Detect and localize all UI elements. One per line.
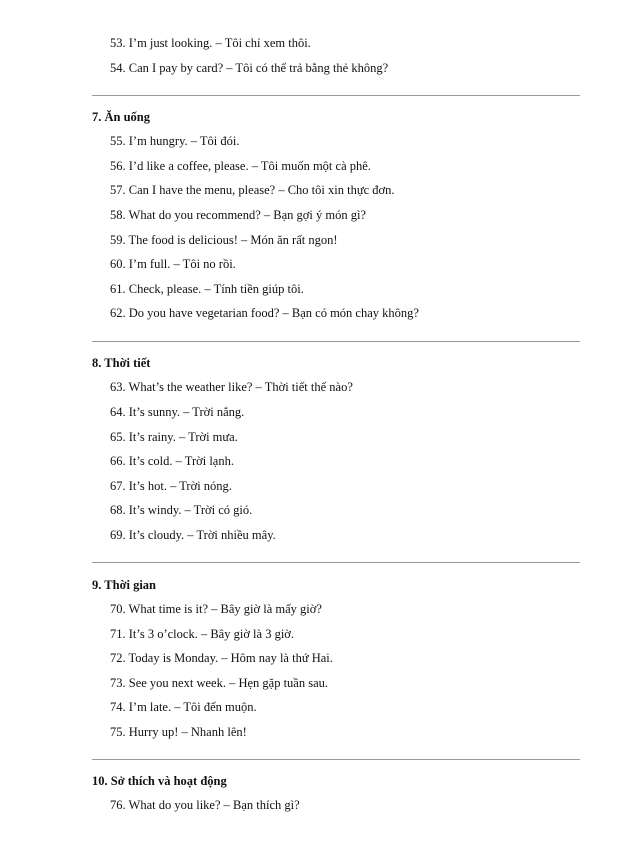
phrase-item: 73. See you next week. – Hẹn gặp tuần sau.	[110, 676, 328, 690]
phrase-item: 53. I’m just looking. – Tôi chỉ xem thôi.	[110, 36, 311, 50]
phrase-item: 69. It’s cloudy. – Trời nhiều mây.	[110, 528, 276, 542]
phrase-item: 72. Today is Monday. – Hôm nay là thứ Hai.	[110, 651, 333, 665]
section-heading: 7. Ăn uống	[92, 110, 151, 124]
phrase-item: 55. I’m hungry. – Tôi đói.	[110, 134, 240, 148]
section-divider	[92, 95, 580, 96]
phrase-item: 65. It’s rainy. – Trời mưa.	[110, 430, 238, 444]
phrase-item: 67. It’s hot. – Trời nóng.	[110, 479, 232, 493]
phrase-item: 60. I’m full. – Tôi no rồi.	[110, 257, 236, 271]
phrase-item: 56. I’d like a coffee, please. – Tôi muốn một cà phê.	[110, 159, 371, 173]
phrase-item: 54. Can I pay by card? – Tôi có thể trả bằng thẻ không?	[110, 61, 389, 75]
phrase-item: 63. What’s the weather like? – Thời tiết thế nào?	[110, 380, 353, 394]
phrase-item: 68. It’s windy. – Trời có gió.	[110, 503, 253, 517]
phrase-item: 70. What time is it? – Bây giờ là mấy giờ?	[110, 602, 322, 616]
phrase-item: 59. The food is delicious! – Món ăn rất ngon!	[110, 233, 338, 247]
section-heading: 8. Thời tiết	[92, 356, 151, 370]
section-heading: 10. Sở thích và hoạt động	[92, 774, 227, 788]
phrase-item: 75. Hurry up! – Nhanh lên!	[110, 725, 247, 739]
section-divider	[92, 759, 580, 760]
section-divider	[92, 341, 580, 342]
phrase-item: 66. It’s cold. – Trời lạnh.	[110, 454, 234, 468]
phrase-item: 57. Can I have the menu, please? – Cho tôi xin thực đơn.	[110, 183, 395, 197]
phrase-item: 62. Do you have vegetarian food? – Bạn có món chay không?	[110, 306, 419, 320]
phrase-item: 58. What do you recommend? – Bạn gợi ý món gì?	[110, 208, 366, 222]
phrase-item: 76. What do you like? – Bạn thích gì?	[110, 798, 300, 812]
phrase-item: 71. It’s 3 o’clock. – Bây giờ là 3 giờ.	[110, 627, 295, 641]
section-heading: 9. Thời gian	[92, 578, 157, 592]
phrase-item: 64. It’s sunny. – Trời nắng.	[110, 405, 245, 419]
phrase-item: 74. I’m late. – Tôi đến muộn.	[110, 700, 257, 714]
section-divider	[92, 562, 580, 563]
phrase-item: 61. Check, please. – Tính tiền giúp tôi.	[110, 282, 304, 296]
